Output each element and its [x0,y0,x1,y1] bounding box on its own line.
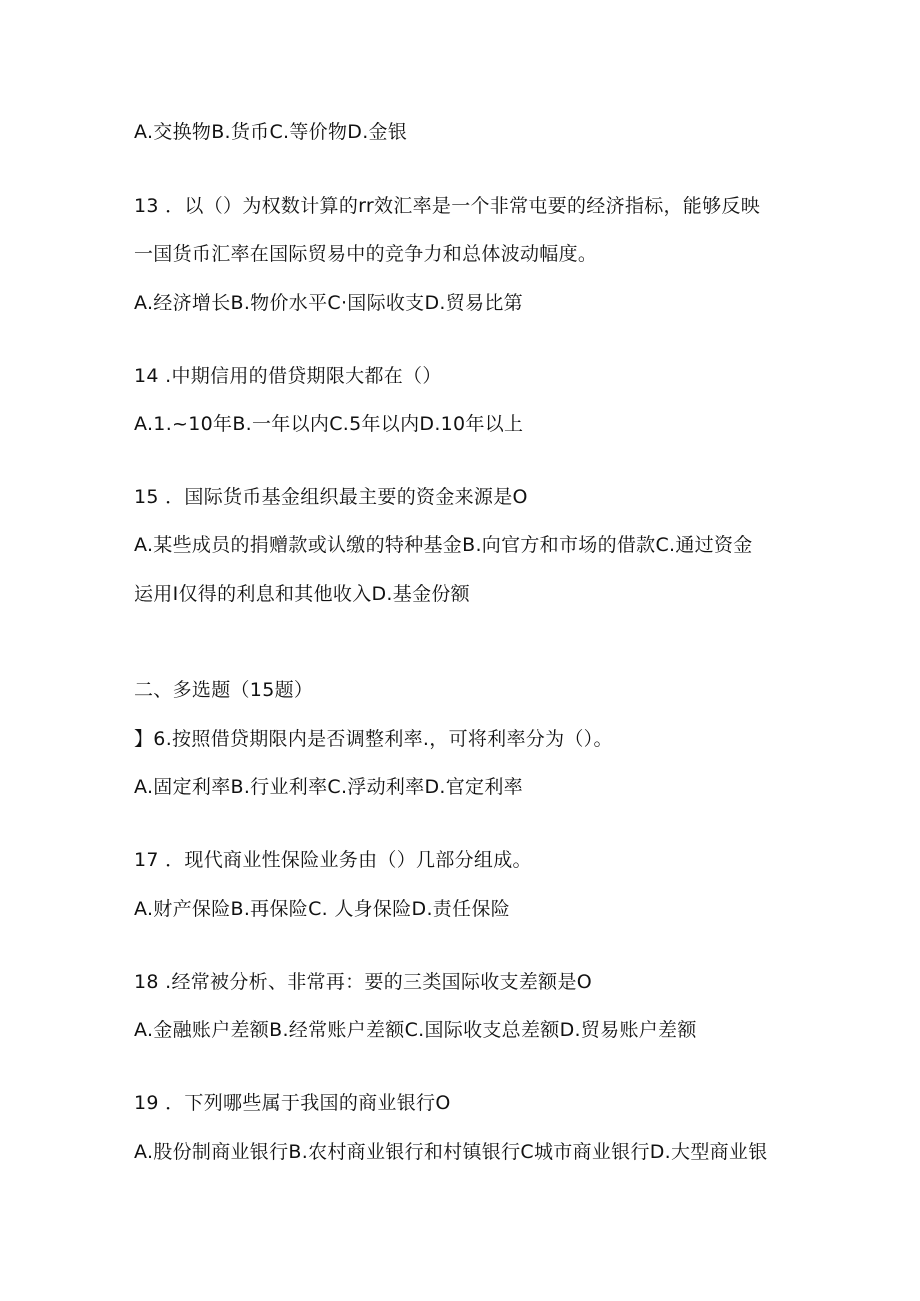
section-heading: 二、多选题（15题） [134,679,314,701]
q14-stem: 14 .中期信用的借贷期限大都在（） [134,365,442,387]
q19-stem: 19 ．下列哪些属于我国的商业银行O [134,1092,451,1114]
q13-options: A.经济增长B.物价水平C·国际收支D.贸易比第 [134,292,523,314]
q14-options: A.1.~10年B.一年以内C.5年以内D.10年以上 [134,413,524,435]
q17-options: A.财产保险B.再保险C. 人身保险D.责任保险 [134,898,510,920]
q16-stem: 】6.按照借贷期限内是否调整利率.，可将利率分为（）。 [134,728,613,750]
q15-options-line-2: 运用I仅得的利息和其他收入D.基金份额 [134,583,470,605]
q12-options: A.交换物B.货币C.等价物D.金银 [134,121,408,143]
q15-options-line-1: A.某些成员的捐赠款或认缴的特种基金B.向官方和市场的借款C.通过资金 [134,534,753,556]
q13-stem-line-2: 一国货币汇率在国际贸易中的竞争力和总体波动幅度。 [134,243,598,265]
q16-options: A.固定利率B.行业利率C.浮动利率D.官定利率 [134,776,523,798]
q19-options: A.股份制商业银行B.农村商业银行和村镇银行C城市商业银行D.大型商业银 [134,1141,768,1163]
q15-stem: 15 ．国际货币基金组织最主要的资金来源是O [134,486,528,508]
q18-options: A.金融账户差额B.经常账户差额C.国际收支总差额D.贸易账户差额 [134,1019,697,1041]
q13-stem-line-1: 13 ．以（）为权数计算的rr效汇率是一个非常屯要的经济指标，能够反映 [134,195,761,217]
q18-stem: 18 .经常被分析、非常再：要的三类国际收支差额是O [134,971,593,993]
q17-stem: 17 ．现代商业性保险业务由（）几部分组成。 [134,849,532,871]
